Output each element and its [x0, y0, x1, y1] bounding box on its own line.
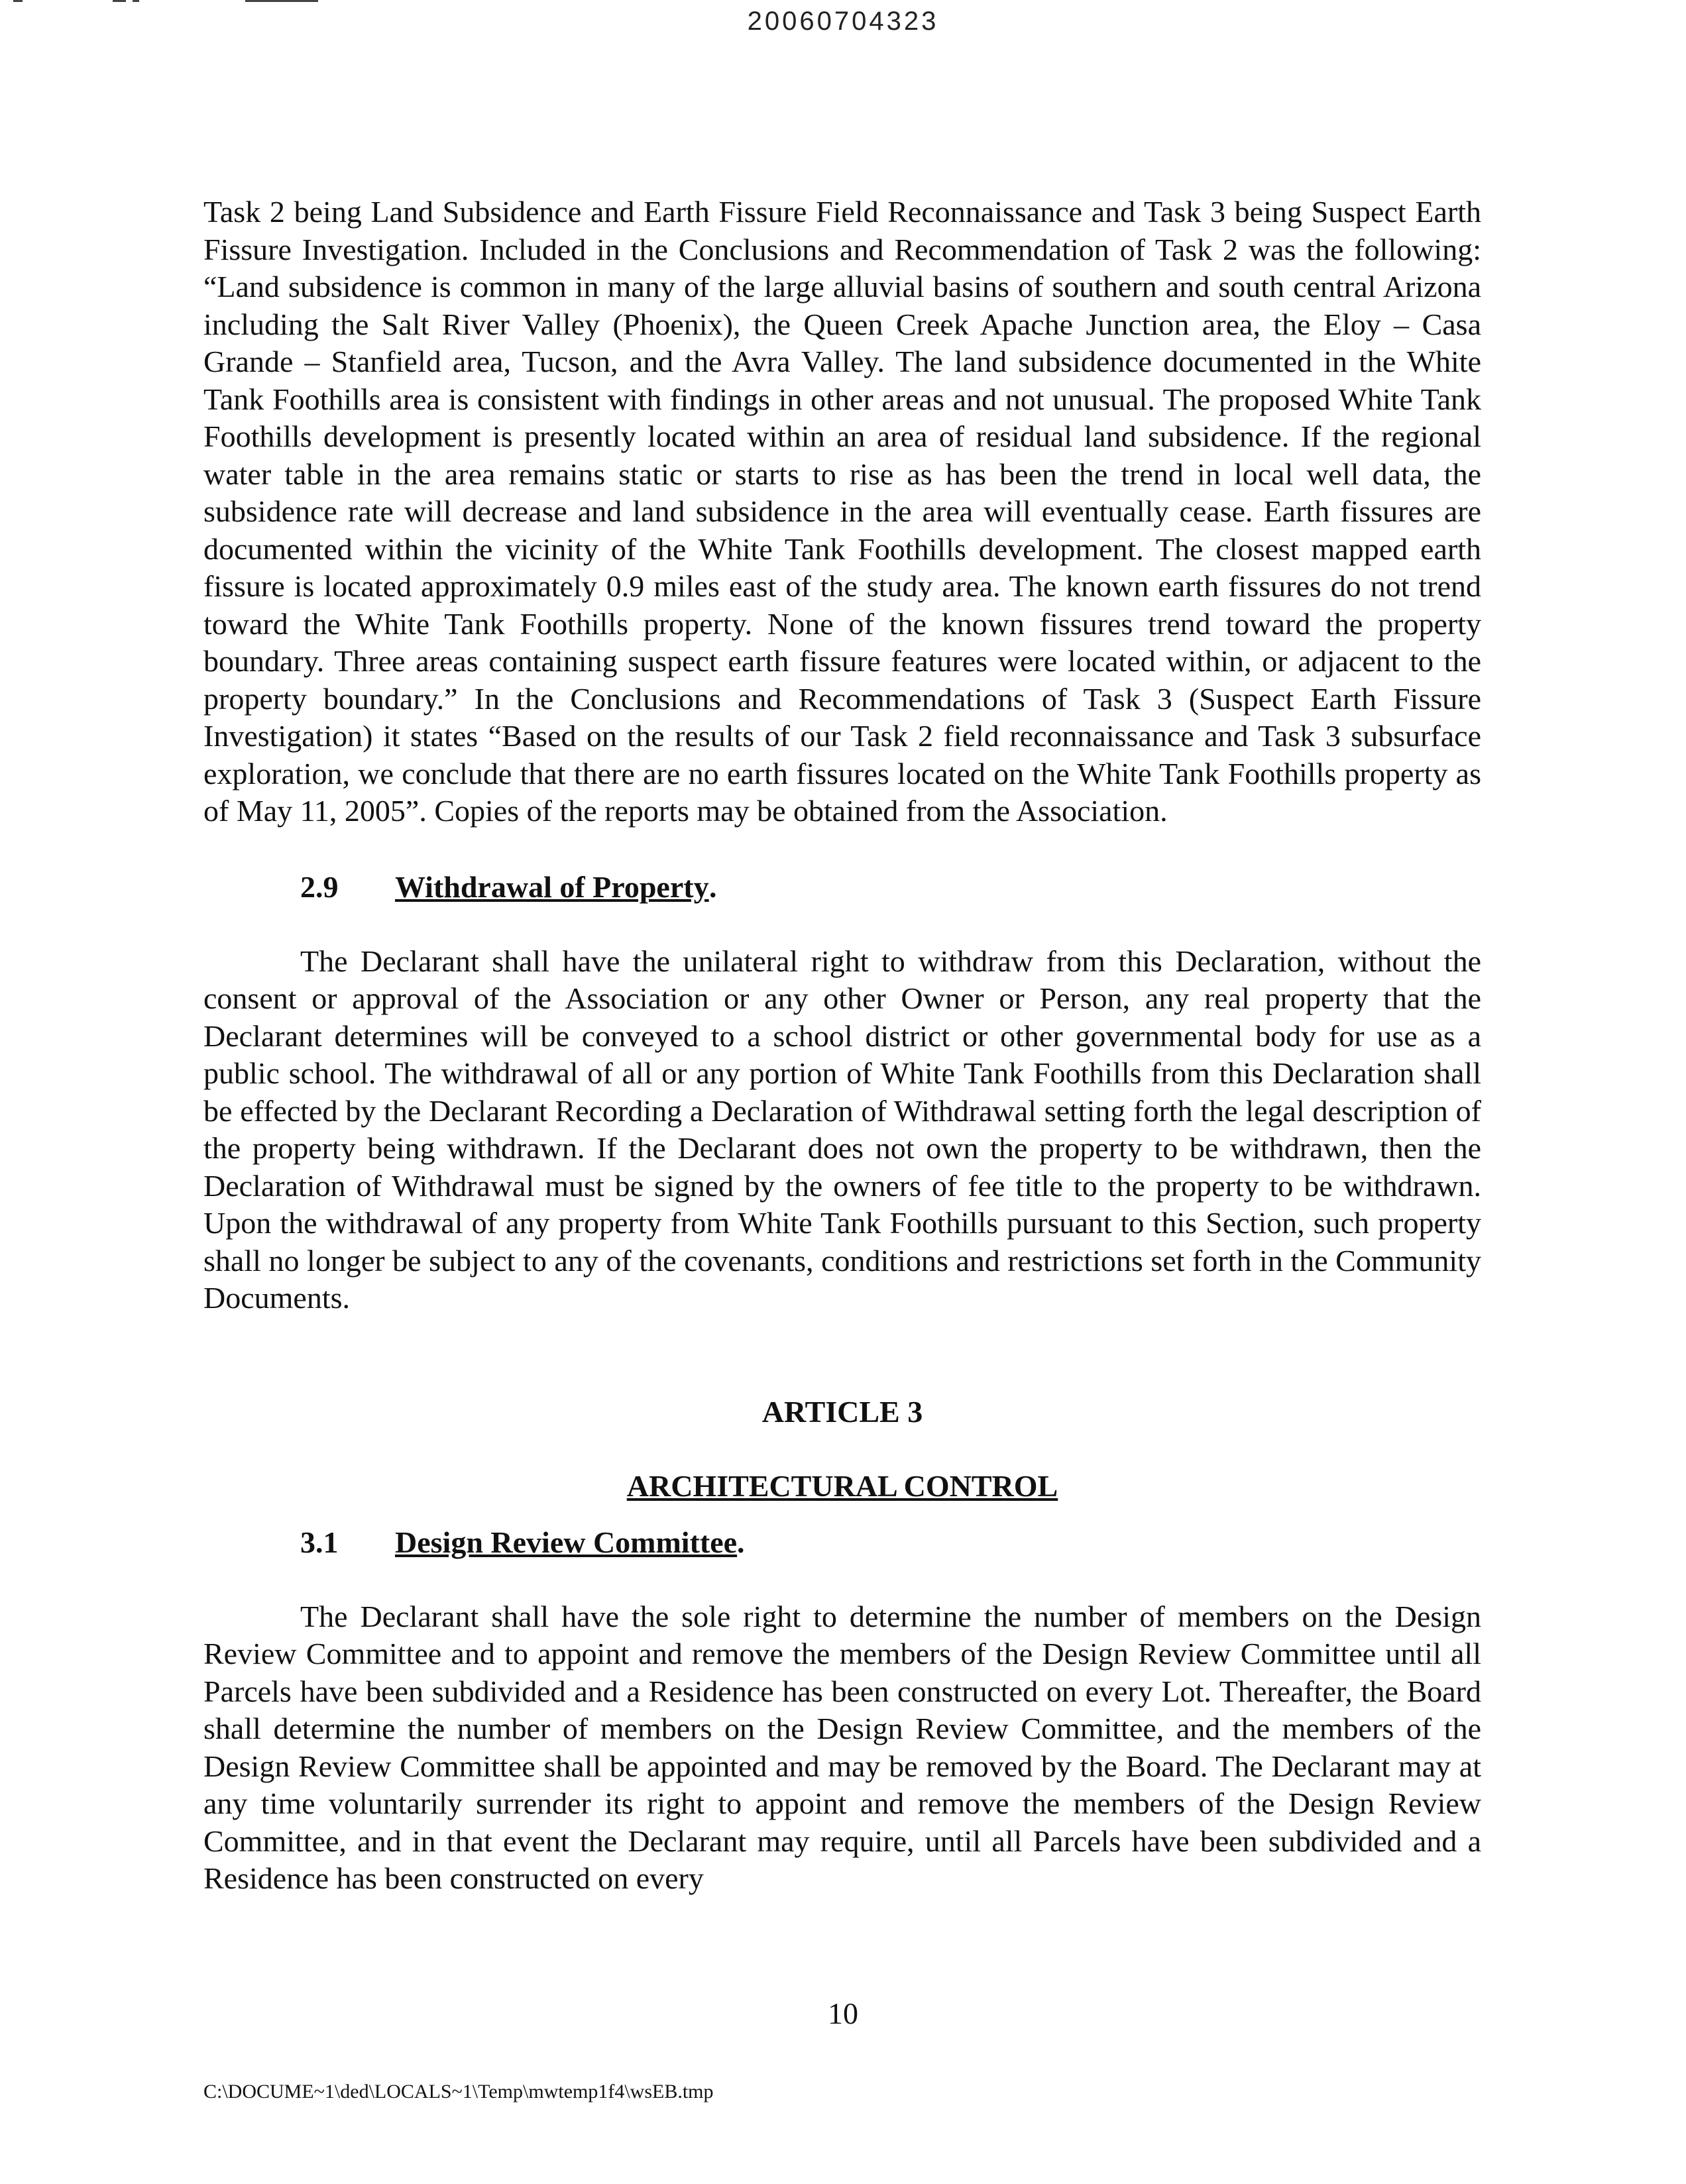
article-title: ARCHITECTURAL CONTROL [626, 1469, 1058, 1503]
paragraph-design-review: The Declarant shall have the sole right to determine the number of members on the Design Review Committee and to appoint and remove the members of the Design Review Committee until all Parcels have been subdivided and a Residence has been constructed on every Lot. Thereafter, the Board shall determine the number of members on the Design Review Committee, and the members of the Design Review Committee shall be appointed and may be removed by the Board. The Declarant may at any time voluntarily surrender its right to appoint and remove the members of the Design Review Committee, and in that event the Declarant may require, until all Parcels have been subdivided and a Residence has been constructed on every [203, 1599, 1481, 1895]
document-body [203, 193, 1481, 1898]
recording-number: 20060704323 [747, 7, 939, 36]
section-number: 3.1 [300, 1525, 339, 1559]
footer-file-path: C:\DOCUME~1\ded\LOCALS~1\Temp\mwtemp1f4\wsEB.tmp [203, 2081, 714, 2102]
section-heading-3-1 [203, 1524, 1481, 1561]
paragraph-task-conclusions: Task 2 being Land Subsidence and Earth Fissure Field Reconnaissance and Task 3 being Suspect Earth Fissure Investigation. Included in the Conclusions and Recommendation of Task 2 was the following: “Land subsidence is common in many of the large alluvial basins of southern and south central Arizona including the Salt River Valley (Phoenix), the Queen Creek Apache Junction area, the Eloy – Casa Grande – Stanfield area, Tucson, and the Avra Valley. The land subsidence documented in the White Tank Foothills area is consistent with findings in other areas and not unusual. The proposed White Tank Foothills development is presently located within an area of residual land subsidence. If the regional water table in the area remains static or starts to rise as has been the trend in local well data, the subsidence rate will decrease and land subsidence in the area will eventually cease. Earth fissures are documented within the vicinity of the White Tank Foothills development. The closest mapped earth fissure is located approximately 0.9 miles east of the study area. The known earth fissures do not trend toward the White Tank Foothills property. None of the known fissures trend toward the property boundary. Three areas containing suspect earth fissure features were located within, or adjacent to the property boundary.” In the Conclusions and Recommendations of Task 3 (Suspect Earth Fissure Investigation) it states “Based on the results of our Task 2 field reconnaissance and Task 3 subsurface exploration, we conclude that there are no earth fissures located on the White Tank Foothills property as of May 11, 2005”. Copies of the reports may be obtained from the Association. [203, 195, 1481, 828]
section-number: 2.9 [300, 869, 339, 904]
paragraph-withdrawal: The Declarant shall have the unilateral right to withdraw from this Declaration, without the consent or approval of the Association or any other Owner or Person, any real property that the Declarant determines will be conveyed to a school district or other governmental body for use as a public school. The withdrawal of all or any portion of White Tank Foothills from this Declaration shall be effected by the Declarant Recording a Declaration of Withdrawal setting forth the legal description of the property being withdrawn. If the Declarant does not own the property to be withdrawn, then the Declaration of Withdrawal must be signed by the owners of fee title to the property to be withdrawn. Upon the withdrawal of any property from White Tank Foothills pursuant to this Section, such property shall no longer be subject to any of the covenants, conditions and restrictions set forth in the Community Documents. [203, 944, 1481, 1315]
section-heading-2-9 [203, 869, 1481, 906]
section-title: Design Review Committee [395, 1525, 738, 1559]
section-title: Withdrawal of Property [395, 869, 709, 904]
scan-corner-marks [13, 0, 331, 5]
page-number: 10 [828, 1996, 858, 2030]
section-title-suffix: . [709, 869, 717, 904]
section-title-suffix: . [737, 1525, 745, 1559]
article-heading: ARTICLE 3 [761, 1394, 923, 1429]
